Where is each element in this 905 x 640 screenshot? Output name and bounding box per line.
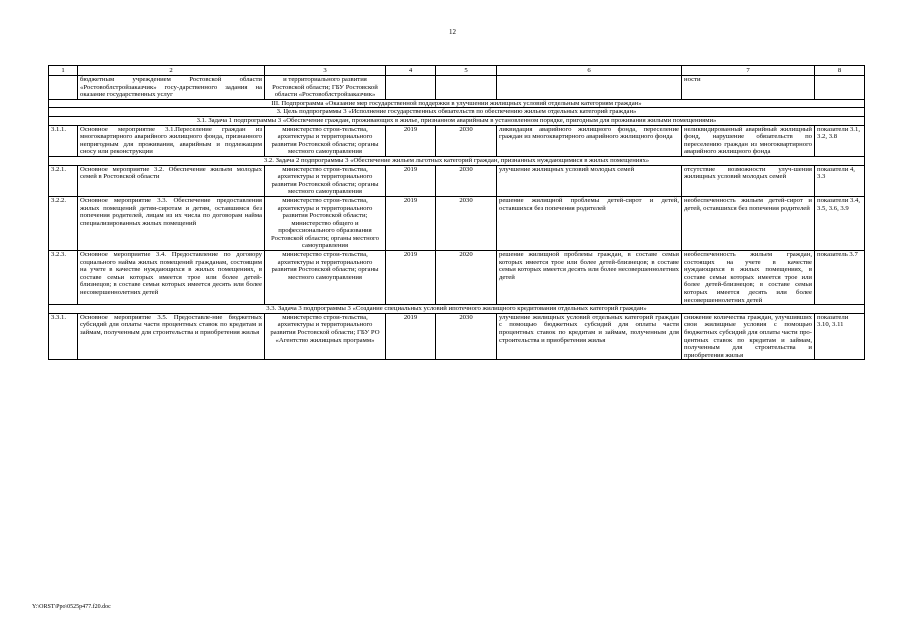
cell-start: 2019 (386, 165, 436, 196)
cell-end (436, 76, 497, 100)
cell-link: показатели 3.10, 3.11 (815, 313, 865, 360)
section-row (49, 99, 865, 108)
header-cell: 7 (682, 66, 815, 76)
header-cell: 6 (497, 66, 682, 76)
cell-end: 2030 (436, 196, 497, 250)
cell-name: Основное мероприятие 3.4. Предоставление по договору социального найма жилых помещений гражданам, состоящим на учете в качестве нуждающихся в жилых помещениях, в составе семьи которых имеется трое или более детей-близнецов; в составе семьи которых имеется десять или более несовершеннолетних детей (78, 251, 265, 305)
cell-name: бюджетным учреждением Ростовской области «Ростовоблстройзаказчик» госу-дарственного задания на оказание государственных услуг (78, 76, 265, 100)
cell-num: 3.2.3. (49, 251, 78, 305)
cell-num (49, 76, 78, 100)
cell-consequence: необеспеченность жильем детей-сирот и детей, оставшихся без попечения родителей (682, 196, 815, 250)
table-row (49, 313, 865, 360)
table-row (49, 251, 865, 305)
cell-end: 2020 (436, 251, 497, 305)
header-cell: 3 (265, 66, 386, 76)
cell-name: Основное мероприятие 3.5. Предоставле-ние бюджетных субсидий для оплаты части процентных ставок по кредитам и займам, полученным для строительства и приобретения жилья (78, 313, 265, 360)
cell-start (386, 76, 436, 100)
cell-link: показатели 4, 3.3 (815, 165, 865, 196)
cell-executor: министерство строи-тельства, архитектуры и территориального развития Ростовской области; органы местного самоуправления (265, 165, 386, 196)
header-cell: 2 (78, 66, 265, 76)
cell-result (497, 76, 682, 100)
cell-start: 2019 (386, 313, 436, 360)
task-title: 3.2. Задача 2 подпрограммы 3 «Обеспечение жильем льготных категорий граждан, признанных нуждающимися в жилых помещениях» (49, 156, 865, 165)
cell-consequence: отсутствие возможности улуч-шения жилищных условий молодых семей (682, 165, 815, 196)
cell-executor: министерство строи-тельства, архитектуры и территориального развития Ростовской области; органы местного самоуправления (265, 251, 386, 305)
section-row (49, 108, 865, 117)
cell-end: 2030 (436, 165, 497, 196)
file-path-footer: Y:\ORST\Ppo\0525p477.f20.doc (32, 604, 111, 610)
cell-num: 3.1.1. (49, 125, 78, 156)
table-row (49, 125, 865, 156)
cell-executor: и территориального развития Ростовской области; ГБУ Ростовской области «Ростовоблстройзаказчик» (265, 76, 386, 100)
header-cell: 5 (436, 66, 497, 76)
subprogram-title: III. Подпрограмма «Оказание мер государственной поддержки в улучшении жилищных условий отдельным категориям граждан» (49, 99, 865, 108)
cell-result: ликвидация аварийного жилищного фонда, переселение граждан из многоквартирного аварийного жилищного фонда (497, 125, 682, 156)
cell-result: улучшение жилищных условий молодых семей (497, 165, 682, 196)
cell-result: решение жилищной проблемы детей-сирот и детей, оставшихся без попечения родителей (497, 196, 682, 250)
task-title: 3.1. Задача 1 подпрограммы 3 «Обеспечение граждан, проживающих в жилье, признанном аварийным в установленном порядке, пригодным для проживания жилыми помещениями» (49, 116, 865, 125)
cell-link: показатель 3.7 (815, 251, 865, 305)
cell-end: 2030 (436, 313, 497, 360)
cell-consequence: неликвидированный аварийный жилищный фонд, нарушение обязательств по переселению граждан из многоквартирного аварийного жилищного фонда (682, 125, 815, 156)
cell-name: Основное мероприятие 3.2. Обеспечение жильем молодых семей в Ростовской области (78, 165, 265, 196)
page-number: 12 (449, 28, 456, 36)
continuation-row (49, 76, 865, 100)
section-row (49, 116, 865, 125)
cell-link: показатели 3.1, 3.2, 3.8 (815, 125, 865, 156)
header-cell: 8 (815, 66, 865, 76)
cell-end: 2030 (436, 125, 497, 156)
cell-start: 2019 (386, 125, 436, 156)
cell-num: 3.3.1. (49, 313, 78, 360)
cell-name: Основное мероприятие 3.1.Переселение граждан из многоквартирного аварийного жилищного фонда, признанного непригодным для проживания, аварийным и подлежащим сносу или реконструкции (78, 125, 265, 156)
cell-num: 3.2.1. (49, 165, 78, 196)
program-table (48, 65, 865, 360)
cell-num: 3.2.2. (49, 196, 78, 250)
table-row (49, 165, 865, 196)
cell-name: Основное мероприятие 3.3. Обеспечение предоставления жилых помещений детям-сиротам и детям, оставшимся без попечения родителей, лицам из их числа по договорам найма специализированных жилых помещений (78, 196, 265, 250)
task-title: 3.3. Задача 3 подпрограммы 3 «Создание специальных условий ипотечного жилищного кредитования отдельных категорий граждан» (49, 305, 865, 314)
cell-consequence: снижение количества граждан, улучшивших свои жилищные условия с помощью бюджетных субсидий для оплаты части про-центных ставок по кредитам и займам, полученным для строительства и приобретения жилья (682, 313, 815, 360)
cell-consequence: ности (682, 76, 815, 100)
cell-start: 2019 (386, 196, 436, 250)
cell-executor: министерство строи-тельства, архитектуры и территориального развития Ростовской области; органы местного самоуправления (265, 125, 386, 156)
cell-executor: министерство строи-тельства, архитектуры и территориального развития Ростовской области; министерство общего и профессионального образования Ростовской области; органы местного самоуправления (265, 196, 386, 250)
cell-result: решение жилищной проблемы граждан, в составе семьи которых имеется трое или более детей-близнецов; в составе семьи которых имеется десять или более несовершеннолетних детей (497, 251, 682, 305)
goal-title: 3. Цель подпрограммы 3 «Исполнение государственных обязательств по обеспечению жильем отдельных категорий граждан» (49, 108, 865, 117)
header-cell: 4 (386, 66, 436, 76)
section-row (49, 156, 865, 165)
cell-link: показатели 3.4, 3.5, 3.6, 3.9 (815, 196, 865, 250)
cell-consequence: необеспеченность жильем граждан, состоящих на учете в качестве нуждающихся в жилых помещениях, в составе семьи которых имеется трое или более детей-близнецов; в составе семьи которых имеется десять или более несовершеннолетних детей (682, 251, 815, 305)
section-row (49, 305, 865, 314)
cell-start: 2019 (386, 251, 436, 305)
cell-executor: министерство строи-тельства, архитектуры и территориального развития Ростовской области; ГБУ РО «Агентство жилищных программ» (265, 313, 386, 360)
header-cell: 1 (49, 66, 78, 76)
header-row (49, 66, 865, 76)
table-row (49, 196, 865, 250)
cell-link (815, 76, 865, 100)
cell-result: улучшение жилищных условий отдельных категорий граждан с помощью бюджетных субсидий для оплаты части процентных ставок по кредитам и займам, полученным для строительства и приобретения жилья (497, 313, 682, 360)
